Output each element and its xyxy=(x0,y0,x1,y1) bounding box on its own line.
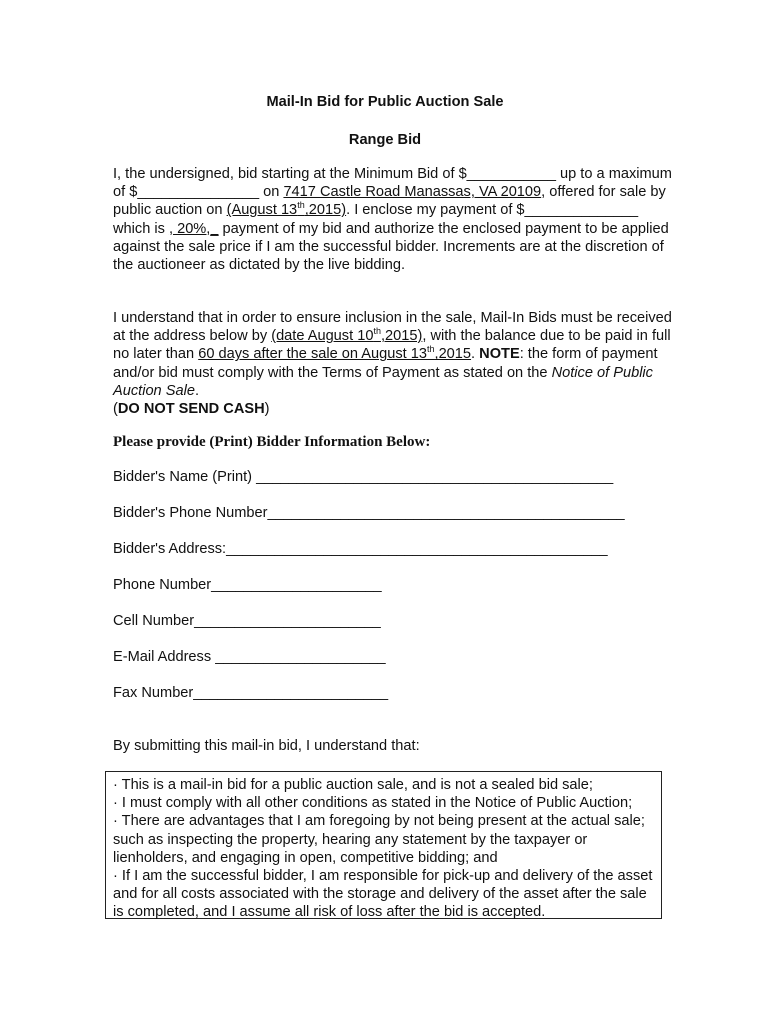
phone-number-field[interactable]: Phone Number_____________________ xyxy=(113,577,382,593)
receipt-date: (date August 10th,2015) xyxy=(271,326,423,345)
term-item: · I must comply with all other conditions as stated in the Notice of Public Auction; xyxy=(113,795,633,812)
bid-paragraph xyxy=(113,165,673,274)
bidder-address-field[interactable]: Bidder's Address:_______________________________________________ xyxy=(113,541,608,557)
deadline-paragraph: I understand that in order to ensure inclusion in the sale, Mail-In Bids must be received at the address below by (date August 10th,2015), with the balance due to be paid in full no later than 60 days after the sale on August 13th,2015. NOTE: the form of payment and/or bid must comply with the Terms of Payment as stated on the Notice of Public Auction Sale. (DO NOT SEND CASH) xyxy=(113,310,672,418)
email-address-field[interactable]: E-Mail Address _____________________ xyxy=(113,649,386,665)
deadline-text-1: I understand that in order to ensure inclusion in the sale, Mail-In Bids must be received at the address below by xyxy=(113,310,672,345)
no-cash-warning: DO NOT SEND CASH xyxy=(117,401,265,418)
document-title: Mail-In Bid for Public Auction Sale xyxy=(266,94,504,110)
payment-percent: , 20%,_ xyxy=(168,220,219,237)
bid-text-3: . I enclose my payment of $______________ which is xyxy=(113,202,639,237)
terms-box xyxy=(105,771,662,919)
note-label: NOTE xyxy=(479,346,520,363)
bidder-name-field[interactable]: Bidder's Name (Print) ____________________________________________ xyxy=(113,469,614,485)
bidder-phone-field[interactable]: Bidder's Phone Number____________________________________________ xyxy=(113,505,625,521)
auction-date: (August 13th,2015) xyxy=(226,200,347,219)
term-item: · If I am the successful bidder, I am responsible for pick-up and delivery of the asset and for all costs associated with the storage and delivery of the asset after the sale is completed, and I assume all risk of loss after the bid is accepted. xyxy=(113,868,653,921)
deadline-text-2: , with the balance due to be paid in full no later than xyxy=(113,328,671,363)
bid-text-2: , offered for sale by public auction on xyxy=(113,184,666,219)
deadline-text-3: : the form of payment and/or bid must comply with the Terms of Payment as stated on the xyxy=(113,346,658,381)
fax-number-field[interactable]: Fax Number________________________ xyxy=(113,685,389,701)
understand-statement: By submitting this mail-in bid, I understand that: xyxy=(113,738,420,754)
property-address: 7417 Castle Road Manassas, VA 20109 xyxy=(283,184,542,201)
bid-text-1: I, the undersigned, bid starting at the Minimum Bid of $___________ up to a maximum of $_______________ on xyxy=(113,166,672,201)
bid-text-4: payment of my bid and authorize the enclosed payment to be applied against the sale price if I am the successful bidder. Increments are at the discretion of the auctioneer as dictated by the live bidding. xyxy=(113,220,669,274)
term-item: · This is a mail-in bid for a public auction sale, and is not a sealed bid sale; xyxy=(113,777,593,793)
balance-due-date: 60 days after the sale on August 13th,2015 xyxy=(198,344,472,363)
term-item: · There are advantages that I am foregoing by not being present at the actual sale; such as inspecting the property, hearing any statement by the taxpayer or lienholders, and engaging in open, competitive bidding; and xyxy=(113,813,645,866)
cell-number-field[interactable]: Cell Number_______________________ xyxy=(113,613,381,629)
bidder-info-heading: Please provide (Print) Bidder Information Below: xyxy=(113,434,431,450)
document-subtitle: Range Bid xyxy=(348,132,422,148)
notice-reference: Notice of Public Auction Sale xyxy=(113,364,653,399)
